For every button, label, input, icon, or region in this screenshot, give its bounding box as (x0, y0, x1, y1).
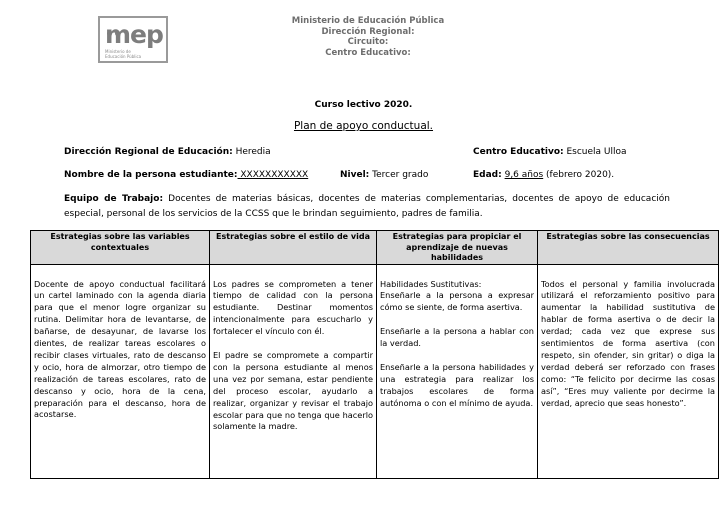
field-label: Nivel: (340, 170, 370, 180)
cell-lifestyle (210, 264, 377, 478)
school-field (473, 147, 627, 157)
regional-direction-label: Dirección Regional: (321, 26, 415, 37)
cell-paragraph: El padre se compromete a compartir con la persona estudiante al menos una vez por semana, estar pendiente del proceso escolar, ayudarlo a realizar, organizar y revisar el trabajo escolar para que no tenga que hacerlo solamente la madre. (213, 350, 373, 432)
logo-subtitle (105, 49, 141, 59)
document-title: Plan de apoyo conductual. (293, 120, 434, 132)
work-team-field (64, 192, 670, 222)
school-label: Centro Educativo: (325, 47, 411, 58)
cell-paragraph: Los padres se comprometen a tener tiempo de calidad con la persona estudiante. Destinar momentos intencionalmente para escucharlo y fortalecer el vínculo con él. (213, 278, 373, 337)
cell-paragraph: Docente de apoyo conductual facilitará un cartel laminado con la agenda diaria para que el menor logre organizar su rutina. Delimitar hora de levantarse, de bañarse, de desayunar, de lavarse los dientes, de realizar tareas escolares o recibir clases virtuales, rato de descanso y ocio, hora de almorzar, otro tiempo de realización de tareas escolares, rato de descanso y ocio, hora de la cena, preparación para el descanso, hora de acostarse. (34, 278, 206, 420)
field-value: 9,6 años (504, 170, 544, 180)
regional-direction-field (64, 147, 271, 157)
level-field (340, 170, 428, 180)
strategies-table (30, 230, 719, 479)
circuit-label: Circuito: (347, 37, 389, 47)
logo-word: mep (105, 20, 163, 49)
field-label: Dirección Regional de Educación: (64, 147, 233, 157)
column-header-new-skills: Estrategias para propiciar el aprendizaje de nuevas habilidades (377, 231, 538, 265)
table-header-row (31, 231, 719, 265)
logo-subtitle-line: Ministerio de (105, 49, 131, 54)
ministry-header (268, 16, 468, 58)
logo-subtitle-line: Educación Pública (105, 54, 142, 59)
student-name-field (64, 170, 308, 180)
field-label: Nombre de la persona estudiante: (64, 170, 238, 180)
cell-paragraph: Todos el personal y familia involucrada utilizará el reforzamiento positivo para aumentar la habilidad sustitutiva de hablar de forma asertiva o de decir la verdad; cada vez que exprese sus sentimientos de forma asertiva (con respeto, sin ofender, sin gritar) o diga la verdad deberá ser reforzado con frases como: “Te felicito por decirme las cosas así”, “Eres muy valiente por decirme la verdad, aprecio que seas honesto”. (541, 278, 715, 408)
field-value: Heredia (232, 147, 271, 157)
field-value: Docentes de materias básicas, docentes de materias complementarias, docentes de apoyo de educación especial, personal de los servicios de la CCSS que le brindan seguimiento, padres de familia. (64, 194, 670, 219)
cell-new-skills (377, 264, 538, 478)
course-year: Curso lectivo 2020. (314, 100, 413, 110)
field-value: Tercer grado (369, 170, 429, 180)
field-label: Centro Educativo: (473, 147, 564, 157)
table-row (31, 264, 719, 478)
field-label: Equipo de Trabajo: (64, 194, 164, 204)
cell-paragraph: Habilidades Sustitutivas: (380, 278, 482, 289)
cell-consequences (538, 264, 719, 478)
age-field (473, 170, 614, 180)
cell-paragraph: Enseñarle a la persona habilidades y una estrategia para realizar los trabajos escolares de forma autónoma o con el mínimo de ayuda. (380, 362, 534, 408)
cell-paragraph: Enseñarle a la persona a hablar con la verdad. (380, 326, 534, 349)
mep-logo (98, 16, 168, 63)
column-header-lifestyle: Estrategias sobre el estilo de vida (210, 231, 377, 265)
column-header-contextual: Estrategias sobre las variables contextuales (31, 231, 210, 265)
cell-contextual (31, 264, 210, 478)
column-header-consequences: Estrategias sobre las consecuencias (538, 231, 719, 265)
field-value: Escuela Ulloa (563, 147, 627, 157)
field-label: Edad: (473, 170, 502, 180)
ministry-name: Ministerio de Educación Pública (291, 16, 445, 26)
cell-paragraph: Enseñarle a la persona a expresar cómo se siente, de forma asertiva. (380, 290, 534, 313)
field-note: (febrero 2020). (543, 170, 615, 180)
field-value: XXXXXXXXXXX (237, 170, 309, 180)
